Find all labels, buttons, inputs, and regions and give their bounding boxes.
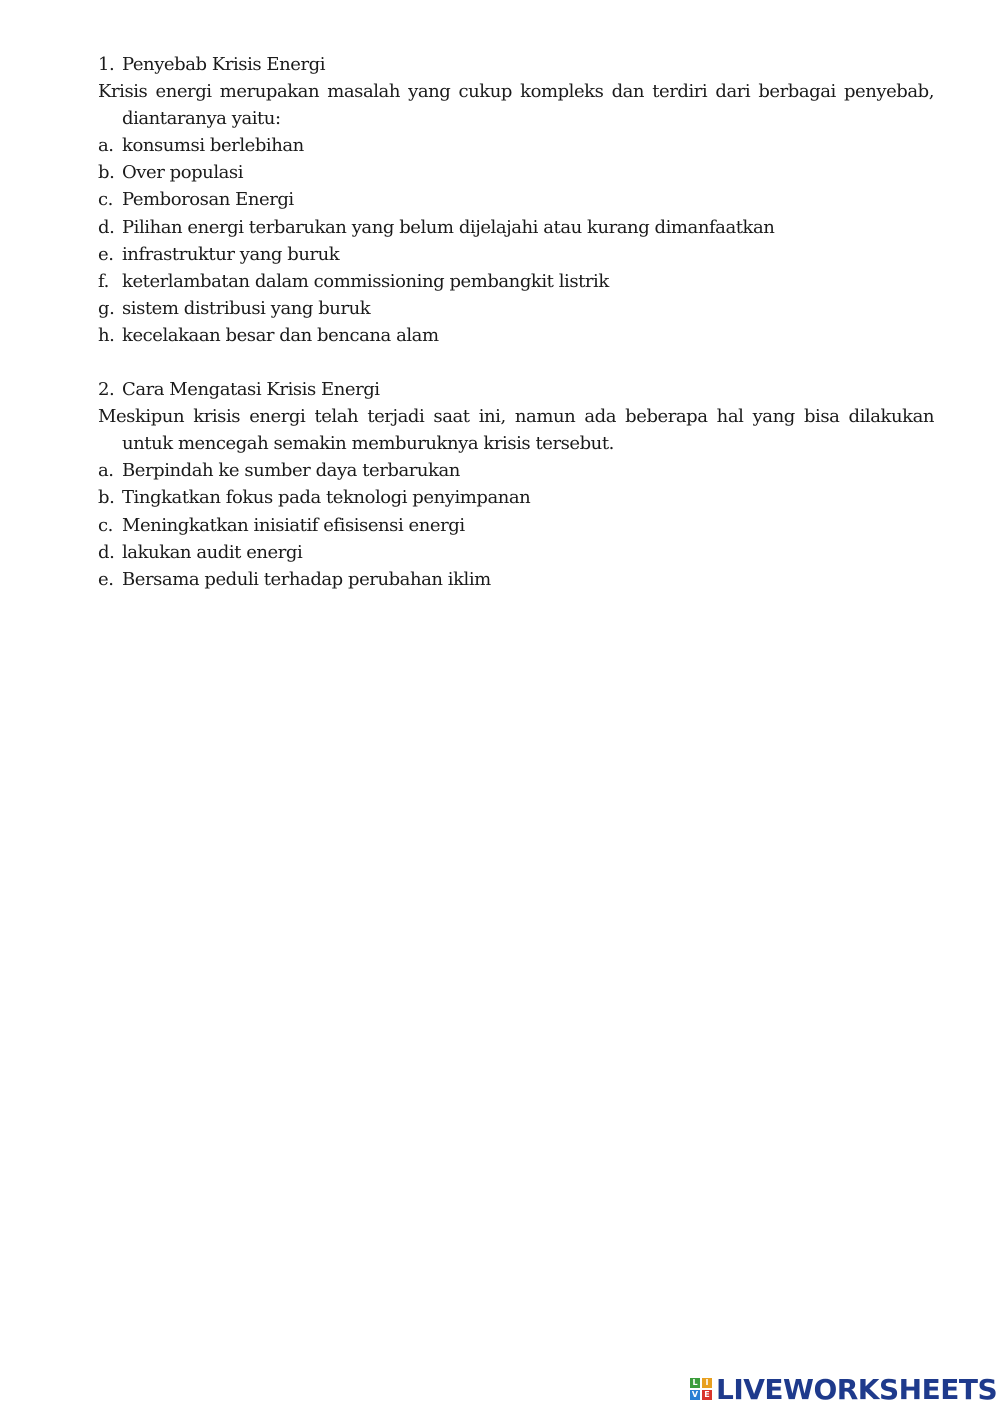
list-item-text: Berpindah ke sumber daya terbarukan (122, 460, 460, 482)
list-item-text: infrastruktur yang buruk (122, 243, 340, 265)
list-item-text: Meningkatkan inisiatif efisisensi energi (122, 514, 465, 536)
section-heading (98, 376, 934, 403)
logo-text: LIVEWORKSHEETS (716, 1372, 998, 1406)
section-title: Penyebab Krisis Energi (122, 54, 325, 75)
list-marker: a. (98, 460, 114, 482)
list-marker: e. (98, 568, 114, 590)
list-marker: d. (98, 541, 115, 563)
list-item (98, 512, 934, 539)
list-item (98, 457, 934, 484)
list-marker: e. (98, 243, 114, 265)
section-number: 1. (98, 54, 115, 75)
logo-cell-3: V (691, 1390, 699, 1399)
list-item-text: Pilihan energi terbarukan yang belum dijelajahi atau kurang dimanfaatkan (122, 216, 775, 238)
list-item (98, 295, 934, 322)
list-marker: g. (98, 297, 115, 319)
list-marker: h. (98, 324, 115, 346)
list-item-text: sistem distribusi yang buruk (122, 297, 371, 319)
list-item (98, 566, 934, 593)
section-intro: Meskipun krisis energi telah terjadi saat ini, namun ada beberapa hal yang bisa dilakukan untuk mencegah semakin memburuknya krisis tersebut. (98, 406, 934, 455)
logo-cell-1: L (690, 1378, 700, 1388)
list-item (98, 241, 934, 268)
list-item (98, 322, 934, 349)
list-item (98, 214, 934, 241)
list-item (98, 268, 934, 295)
liveworksheets-logo (690, 1372, 997, 1406)
list-item-text: Over populasi (122, 162, 244, 184)
list-marker: b. (98, 162, 115, 184)
list-item-text: lakukan audit energi (122, 541, 303, 563)
list-marker: b. (98, 487, 115, 509)
list-item (98, 132, 934, 159)
liveworksheets-logo-icon (690, 1378, 712, 1400)
list-item (98, 539, 934, 566)
list-item-text: kecelakaan besar dan bencana alam (122, 324, 439, 346)
section-title: Cara Mengatasi Krisis Energi (122, 379, 380, 401)
list-marker: f. (98, 270, 109, 292)
section-spacer (98, 349, 934, 376)
list-item-text: Tingkatkan fokus pada teknologi penyimpanan (122, 487, 531, 509)
worksheet-content (98, 51, 934, 593)
logo-cell-2: I (702, 1378, 712, 1388)
list-marker: c. (98, 189, 113, 211)
section-number: 2. (98, 379, 115, 401)
list-item-text: Bersama peduli terhadap perubahan iklim (122, 568, 491, 590)
list-item (98, 159, 934, 186)
list-item-text: konsumsi berlebihan (122, 135, 304, 157)
list-marker: d. (98, 216, 115, 238)
list-item-text: keterlambatan dalam commissioning pembangkit listrik (122, 270, 609, 292)
list-item (98, 186, 934, 213)
logo-cell-4: E (702, 1390, 712, 1400)
list-marker: c. (98, 514, 113, 536)
list-marker: a. (98, 135, 114, 157)
list-item-text: Pemborosan Energi (122, 189, 294, 211)
section-intro: Krisis energi merupakan masalah yang cukup kompleks dan terdiri dari berbagai penyebab, diantaranya yaitu: (98, 81, 934, 130)
section-heading (98, 51, 934, 78)
list-item (98, 484, 934, 511)
